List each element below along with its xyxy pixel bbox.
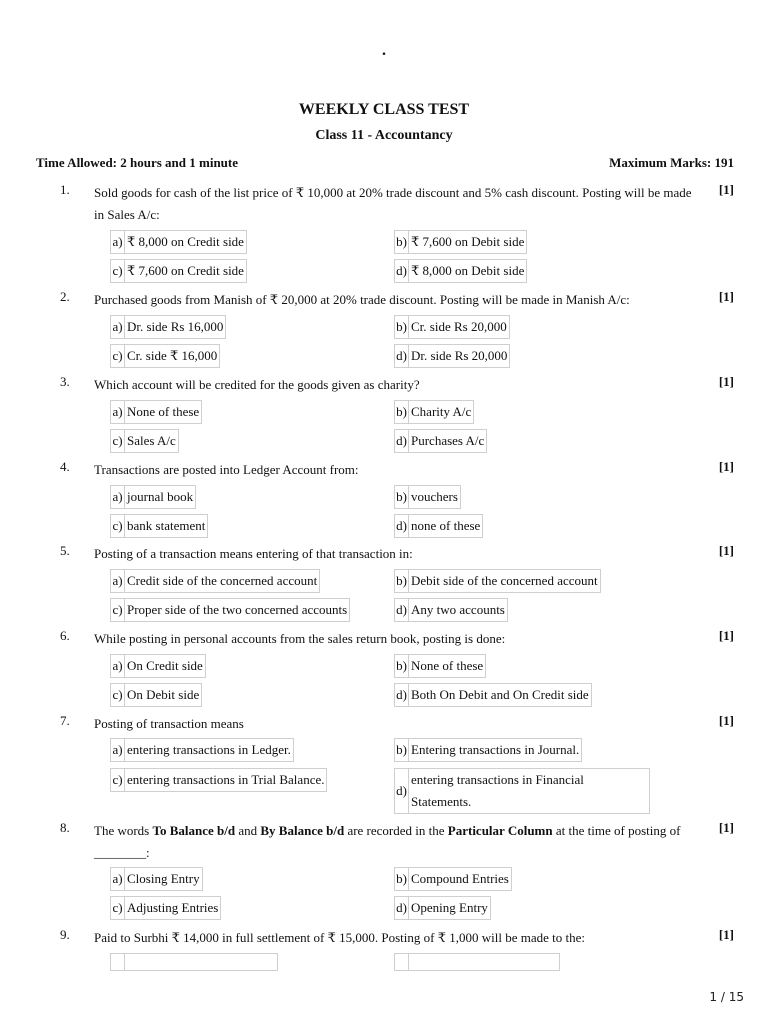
option-text: vouchers (409, 485, 461, 509)
option-text: On Credit side (125, 654, 206, 678)
test-title: WEEKLY CLASS TEST (298, 101, 470, 118)
option-text: ₹ 8,000 on Credit side (125, 230, 247, 254)
question-mark: [1] (718, 182, 734, 197)
header-dot: . (382, 42, 386, 59)
question-text: Posting of a transaction means entering of that transaction in: (94, 546, 413, 561)
option-label: c) (110, 896, 125, 920)
option-text: none of these (409, 514, 483, 538)
text-run: are recorded in the (344, 823, 448, 838)
option-text: Closing Entry (125, 867, 203, 891)
option-text: entering transactions in Financial Statements. (409, 768, 650, 814)
option-a[interactable] (110, 485, 196, 509)
option-c[interactable] (110, 429, 179, 453)
question-number: 3. (60, 374, 70, 389)
option-a[interactable] (110, 867, 203, 891)
option-b[interactable] (394, 400, 474, 424)
option-label: a) (110, 230, 125, 254)
option-c[interactable] (110, 514, 208, 538)
question-number: 1. (60, 182, 70, 197)
option-text: Opening Entry (409, 896, 491, 920)
option-b[interactable] (394, 738, 582, 762)
option-label: b) (394, 230, 409, 254)
option-d[interactable] (394, 344, 510, 368)
option-text: bank statement (125, 514, 208, 538)
option-label: d) (394, 429, 409, 453)
option-d[interactable] (394, 598, 508, 622)
question-mark: [1] (718, 927, 734, 942)
option-label (110, 953, 125, 971)
option-b[interactable] (394, 230, 527, 254)
option-b[interactable] (394, 485, 461, 509)
option-text: Debit side of the concerned account (409, 569, 601, 593)
question-mark: [1] (718, 713, 734, 728)
option-text: Proper side of the two concerned accounts (125, 598, 350, 622)
option-b[interactable] (394, 654, 486, 678)
question-mark: [1] (718, 289, 734, 304)
maximum-marks: Maximum Marks: 191 (609, 155, 734, 170)
question-mark: [1] (718, 459, 734, 474)
option-text (409, 953, 560, 971)
option-text: journal book (125, 485, 196, 509)
option-label: c) (110, 429, 125, 453)
option-label: c) (110, 344, 125, 368)
option-c[interactable] (110, 683, 202, 707)
option-label: c) (110, 598, 125, 622)
option-label: c) (110, 514, 125, 538)
option-text: Dr. side Rs 16,000 (125, 315, 226, 339)
option-label: a) (110, 738, 125, 762)
option-text: Dr. side Rs 20,000 (409, 344, 510, 368)
option-label: b) (394, 569, 409, 593)
option-text (125, 953, 278, 971)
option-label: b) (394, 315, 409, 339)
question-text: Posting of transaction means (94, 716, 244, 731)
option-label: a) (110, 569, 125, 593)
test-subtitle: Class 11 - Accountancy (315, 128, 453, 143)
option-a[interactable] (110, 315, 226, 339)
option-text: Cr. side ₹ 16,000 (125, 344, 220, 368)
option-c[interactable] (110, 896, 221, 920)
option-text: On Debit side (125, 683, 202, 707)
option-label: b) (394, 867, 409, 891)
option-label: d) (394, 896, 409, 920)
option-a[interactable] (110, 654, 206, 678)
option-label: d) (394, 259, 409, 283)
option-label: d) (394, 598, 409, 622)
option-label: a) (110, 867, 125, 891)
option-c[interactable] (110, 259, 247, 283)
option-text: ₹ 7,600 on Credit side (125, 259, 247, 283)
option-d[interactable] (394, 259, 527, 283)
option-text: None of these (409, 654, 486, 678)
option-a[interactable] (110, 738, 294, 762)
option-label: d) (394, 514, 409, 538)
option-label (394, 953, 409, 971)
question-number: 5. (60, 543, 70, 558)
question-text: Paid to Surbhi ₹ 14,000 in full settlement of ₹ 15,000. Posting of ₹ 1,000 will be made to the: (94, 930, 585, 945)
question-number: 6. (60, 628, 70, 643)
question-mark: [1] (718, 820, 734, 835)
option-text: Sales A/c (125, 429, 179, 453)
question-mark: [1] (718, 628, 734, 643)
option-text: Purchases A/c (409, 429, 487, 453)
question-text: Sold goods for cash of the list price of ₹ 10,000 at 20% trade discount and 5% cash discount. Posting will be made in Sales A/c: (94, 185, 692, 222)
option-label: d) (394, 683, 409, 707)
question-number: 8. (60, 820, 70, 835)
option-label: b) (394, 485, 409, 509)
text-run-bold: To Balance b/d (152, 823, 236, 838)
option-text: None of these (125, 400, 202, 424)
option-label: b) (394, 738, 409, 762)
option-label: a) (110, 485, 125, 509)
option-c[interactable] (110, 344, 220, 368)
option-b[interactable] (394, 569, 601, 593)
option-d[interactable] (394, 896, 491, 920)
option-d[interactable] (394, 429, 487, 453)
option-b-cut (394, 953, 560, 971)
option-text: Compound Entries (409, 867, 512, 891)
option-text: Cr. side Rs 20,000 (409, 315, 510, 339)
option-label: a) (110, 315, 125, 339)
option-text: entering transactions in Ledger. (125, 738, 294, 762)
page-indicator: 1 / 15 (709, 990, 744, 1004)
option-c[interactable] (110, 768, 327, 792)
option-text: Credit side of the concerned account (125, 569, 320, 593)
text-run: The words (94, 823, 153, 838)
option-label: b) (394, 654, 409, 678)
option-label: d) (394, 344, 409, 368)
option-label: c) (110, 259, 125, 283)
text-run: and (235, 823, 261, 838)
question-text: While posting in personal accounts from the sales return book, posting is done: (94, 631, 506, 646)
option-text: Any two accounts (409, 598, 508, 622)
time-allowed: Time Allowed: 2 hours and 1 minute (36, 155, 239, 170)
question-number: 4. (60, 459, 70, 474)
option-label: b) (394, 400, 409, 424)
option-d[interactable] (394, 514, 483, 538)
question-text: Purchased goods from Manish of ₹ 20,000 at 20% trade discount. Posting will be made in Manish A/c: (94, 292, 630, 307)
option-c[interactable] (110, 598, 350, 622)
option-label: a) (110, 654, 125, 678)
option-a[interactable] (110, 230, 247, 254)
option-label: a) (110, 400, 125, 424)
option-label: c) (110, 768, 125, 792)
question-mark: [1] (718, 374, 734, 389)
option-label: d) (394, 768, 409, 814)
option-a[interactable] (110, 569, 320, 593)
text-run-bold: By Balance b/d (260, 823, 345, 838)
option-text: ₹ 7,600 on Debit side (409, 230, 527, 254)
option-text: Both On Debit and On Credit side (409, 683, 592, 707)
question-number: 7. (60, 713, 70, 728)
option-text: entering transactions in Trial Balance. (125, 768, 327, 792)
question-text: Which account will be credited for the goods given as charity? (94, 377, 420, 392)
option-b[interactable] (394, 867, 512, 891)
option-text: Charity A/c (409, 400, 474, 424)
question-text (94, 820, 704, 864)
option-d[interactable] (394, 683, 592, 707)
option-text: ₹ 8,000 on Debit side (409, 259, 527, 283)
question-mark: [1] (718, 543, 734, 558)
option-d[interactable] (394, 768, 650, 814)
option-text: Adjusting Entries (125, 896, 221, 920)
text-run: at the time of posting of ________: (94, 823, 681, 860)
option-a[interactable] (110, 400, 202, 424)
option-label: c) (110, 683, 125, 707)
option-b[interactable] (394, 315, 510, 339)
text-run-bold: Particular Column (447, 823, 553, 838)
question-number: 9. (60, 927, 70, 942)
option-a-cut (110, 953, 278, 971)
question-number: 2. (60, 289, 70, 304)
question-text: Transactions are posted into Ledger Account from: (94, 462, 359, 477)
option-text: Entering transactions in Journal. (409, 738, 582, 762)
